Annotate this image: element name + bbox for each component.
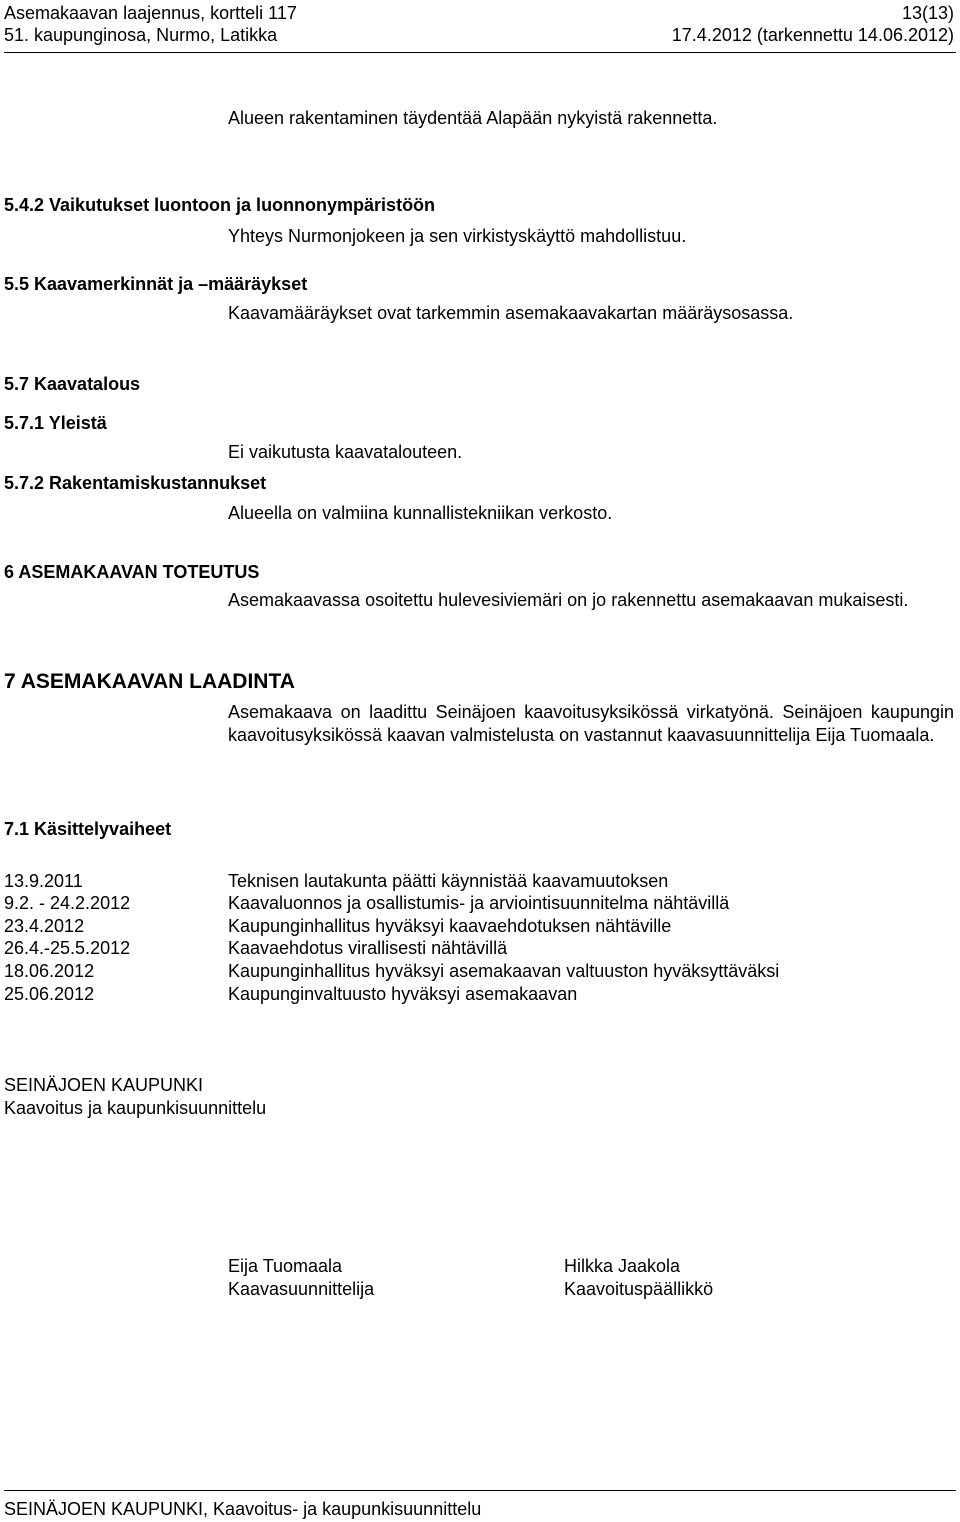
stage-date: 18.06.2012: [4, 961, 95, 981]
stage-date: 23.4.2012: [4, 916, 85, 936]
footer-divider: [4, 1490, 956, 1491]
list-item: [4, 870, 954, 892]
section-text-7: Asemakaava on laadittu Seinäjoen kaavoitusyksikössä virkatyönä. Seinäjoen kaupungin kaavoitusyksikössä kaavan valmistelusta on vastannut kaavasuunnittelija Eija Tuomaala.: [228, 702, 954, 745]
section-heading-5-7-1: 5.7.1 Yleistä: [4, 413, 107, 433]
stage-date: 25.06.2012: [4, 984, 95, 1004]
footer-text: SEINÄJOEN KAUPUNKI, Kaavoitus- ja kaupunkisuunnittelu: [4, 1499, 482, 1519]
section-text-5-5: Kaavamääräykset ovat tarkemmin asemakaavakartan määräysosassa.: [228, 303, 794, 323]
intro-text: Alueen rakentaminen täydentää Alapään nykyistä rakennetta.: [228, 108, 718, 128]
section-text-5-7-1: Ei vaikutusta kaavatalouteen.: [228, 442, 463, 462]
org-name: SEINÄJOEN KAUPUNKI: [4, 1075, 204, 1095]
org-unit: Kaavoitus ja kaupunkisuunnittelu: [4, 1098, 267, 1118]
section-heading-5-7: 5.7 Kaavatalous: [4, 374, 141, 394]
stage-event: Kaavaehdotus virallisesti nähtävillä: [228, 938, 508, 958]
section-heading-5-7-2: 5.7.2 Rakentamiskustannukset: [4, 473, 267, 493]
section-heading-7: 7 ASEMAKAAVAN LAADINTA: [4, 670, 295, 693]
stage-date: 9.2. - 24.2.2012: [4, 893, 131, 913]
header-date: 17.4.2012 (tarkennettu 14.06.2012): [671, 25, 954, 45]
stage-event: Teknisen lautakunta päätti käynnistää kaavamuutoksen: [228, 871, 669, 891]
header-divider: [4, 52, 956, 53]
list-item: [4, 915, 954, 937]
section-text-5-7-2: Alueella on valmiina kunnallistekniikan verkosto.: [228, 503, 613, 523]
signature-name: Hilkka Jaakola: [564, 1256, 681, 1276]
stage-event: Kaupunginvaltuusto hyväksyi asemakaavan: [228, 984, 578, 1004]
stage-event: Kaupunginhallitus hyväksyi kaavaehdotuksen nähtäville: [228, 916, 672, 936]
signature-title: Kaavoituspäällikkö: [564, 1279, 714, 1299]
signature-title: Kaavasuunnittelija: [228, 1279, 375, 1299]
stage-event: Kaavaluonnos ja osallistumis- ja arviointisuunnitelma nähtävillä: [228, 893, 730, 913]
stage-event: Kaupunginhallitus hyväksyi asemakaavan valtuuston hyväksyttäväksi: [228, 961, 780, 981]
section-text-6: Asemakaavassa osoitettu hulevesiviemäri on jo rakennettu asemakaavan mukaisesti.: [228, 590, 909, 610]
section-heading-6: 6 ASEMAKAAVAN TOTEUTUS: [4, 562, 260, 582]
list-item: [4, 983, 954, 1005]
list-item: [4, 892, 954, 914]
signature-name: Eija Tuomaala: [228, 1256, 343, 1276]
header-title: Asemakaavan laajennus, kortteli 117: [4, 3, 297, 23]
section-heading-5-4-2: 5.4.2 Vaikutukset luontoon ja luonnonympäristöön: [4, 195, 436, 215]
header-area: 51. kaupunginosa, Nurmo, Latikka: [4, 25, 278, 45]
section-text-5-4-2: Yhteys Nurmonjokeen ja sen virkistyskäyttö mahdollistuu.: [228, 226, 687, 246]
section-heading-7-1: 7.1 Käsittelyvaiheet: [4, 819, 172, 839]
list-item: [4, 960, 954, 982]
section-heading-5-5: 5.5 Kaavamerkinnät ja –määräykset: [4, 274, 308, 294]
stage-date: 13.9.2011: [4, 871, 83, 891]
page-number: 13(13): [901, 3, 954, 23]
stage-date: 26.4.-25.5.2012: [4, 938, 131, 958]
list-item: [4, 937, 954, 959]
